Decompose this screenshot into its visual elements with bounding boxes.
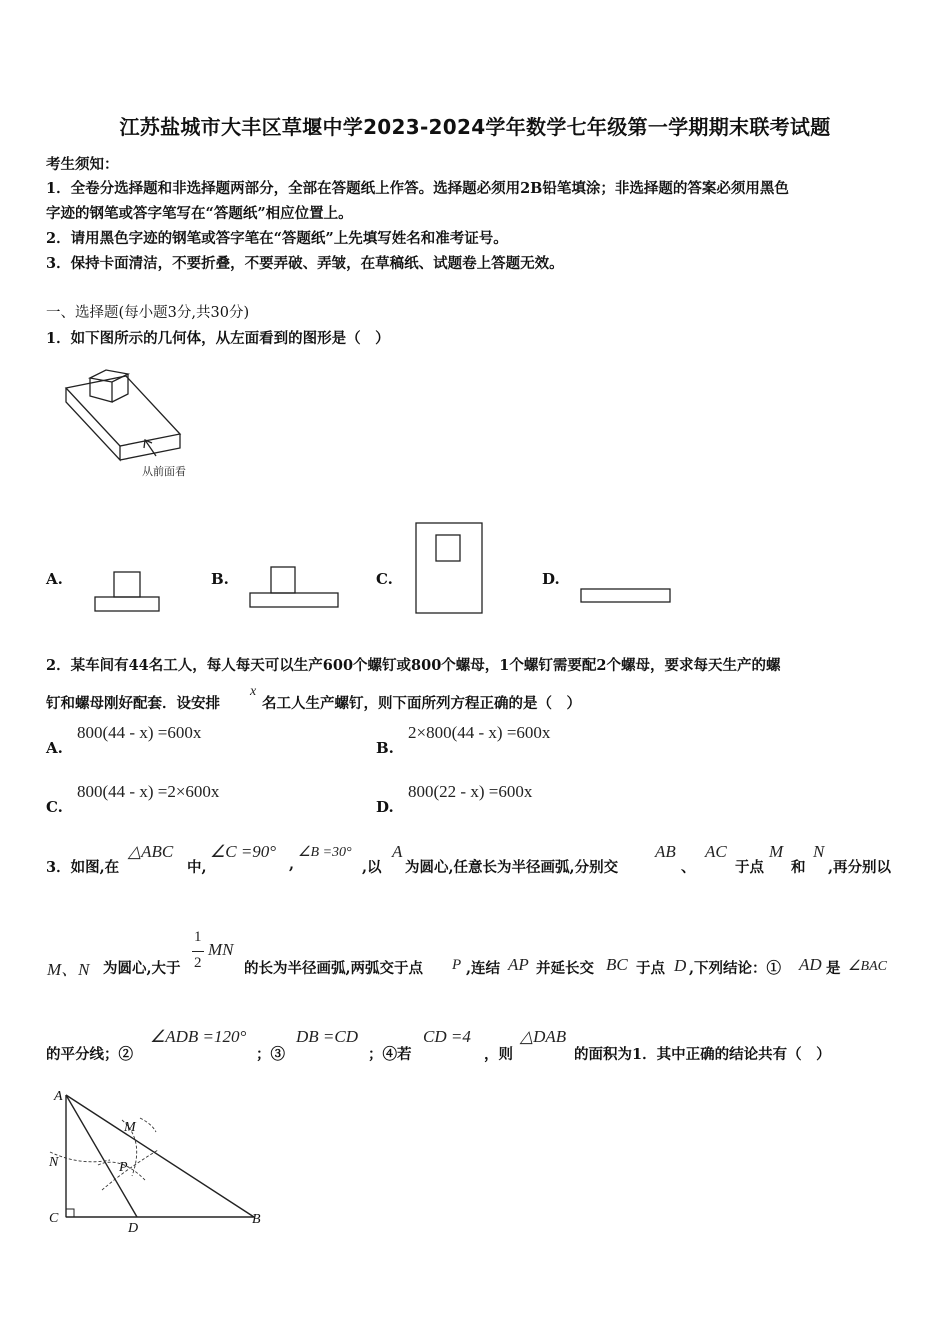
notice-line-3: 3．保持卡面清洁，不要折叠，不要弄破、弄皱，在草稿纸、试题卷上答题无效。	[46, 255, 564, 272]
q3-text-6: ,再分别以	[828, 859, 892, 876]
q3-fig-label-d: D	[128, 1221, 139, 1236]
q3-text-13: 是	[826, 960, 841, 977]
q3-triangle-dab: △DAB	[520, 1027, 567, 1046]
q1-option-c-figure	[412, 520, 486, 616]
notice-line-2: 2．请用黑色字迹的钢笔或答字笔在“答题纸”上先填写姓名和准考证号。	[46, 230, 508, 247]
q3-text-5: 于点	[735, 859, 764, 876]
q3-text-16: ；④若	[368, 1046, 412, 1063]
q3-text-2: 中,	[187, 859, 207, 876]
q3-fig-label-m: M	[124, 1120, 136, 1135]
q3-angle-b: ∠B =30°	[298, 845, 352, 860]
q3-eq-dbcd: DB =CD	[296, 1027, 358, 1046]
q3-triangle-figure	[40, 1080, 280, 1240]
q3-seg-mn: MN	[208, 940, 234, 959]
q3-text-11: 于点	[636, 960, 665, 977]
q3-and: 和	[791, 859, 806, 876]
q3-text-1: 3．如图,在	[46, 859, 120, 876]
q3-text-17: ，则	[484, 1046, 513, 1063]
notice-line-1b: 字迹的钢笔或答字笔写在“答题纸”相应位置上。	[46, 205, 353, 222]
q3-eq-cd4: CD =4	[423, 1027, 471, 1046]
q1-option-d-label: D.	[542, 570, 560, 588]
q2-option-a-label: A.	[46, 739, 63, 757]
q3-text-10: 并延长交	[536, 960, 594, 977]
q3-text-9: ,连结	[466, 960, 501, 977]
q3-point-m: M	[769, 842, 784, 861]
q3-fig-label-p: P	[119, 1160, 128, 1175]
q3-text-8: 的长为半径画弧,两弧交于点	[244, 960, 424, 977]
q3-angle-adb: ∠ADB =120°	[150, 1027, 247, 1046]
q1-fig-label: 从前面看	[142, 466, 186, 478]
q2-option-d-label: D.	[376, 798, 394, 816]
page-title: 江苏盐城市大丰区草堰中学2023-2024学年数学七年级第一学期期末联考试题	[119, 115, 831, 139]
q3-text-7: 为圆心,大于	[103, 960, 181, 977]
section-heading: 一、选择题(每小题3分,共30分)	[46, 305, 250, 321]
q1-option-b-label: B.	[211, 570, 229, 588]
q2-option-b-eq: 2×800(44 - x) =600x	[408, 723, 551, 742]
q2-option-c-eq: 800(44 - x) =2×600x	[77, 782, 220, 801]
q3-text-3: ,以	[362, 859, 382, 876]
q3-point-n: N	[813, 842, 825, 861]
q3-frac-den: 2	[194, 955, 202, 971]
q3-point-a: A	[392, 842, 403, 861]
q1-option-a-figure	[92, 568, 164, 616]
q2-line-2a: 钉和螺母刚好配套．设安排	[46, 695, 220, 712]
notice-heading: 考生须知：	[46, 156, 119, 173]
q2-var-x: x	[250, 684, 257, 699]
q3-triangle-abc: △ABC	[128, 842, 174, 861]
q3-seg-ad: AD	[799, 955, 822, 974]
q3-seg-ap: AP	[508, 955, 529, 974]
q3-text-4: 为圆心,任意长为半径画弧,分别交	[405, 859, 619, 876]
q3-point-d: D	[674, 956, 687, 975]
q2-option-b-label: B.	[376, 739, 394, 757]
q2-line-2b: 名工人生产螺钉，则下面所列方程正确的是（ ）	[262, 695, 581, 712]
q3-text-18: 的面积为1．其中正确的结论共有（ ）	[574, 1046, 831, 1063]
q3-fig-label-b: B	[252, 1212, 261, 1227]
q3-text-14: 的平分线；②	[46, 1046, 133, 1063]
q3-sep: 、	[681, 859, 696, 876]
q2-option-c-label: C.	[46, 798, 63, 816]
notice-line-1a: 1．全卷分选择题和非选择题两部分，全部在答题纸上作答。选择题必须用2B铅笔填涂；非选择题的答案必须用黑色	[46, 180, 789, 197]
q3-text-12: ,下列结论：①	[689, 960, 782, 977]
q3-fig-label-n: N	[49, 1155, 59, 1170]
q3-seg-ac: AC	[705, 842, 727, 861]
q3-seg-bc: BC	[606, 955, 628, 974]
q3-seg-ab: AB	[655, 842, 676, 861]
q3-fig-label-c: C	[49, 1211, 59, 1226]
q3-point-p: P	[452, 957, 462, 973]
q3-fig-label-a: A	[54, 1089, 63, 1104]
q3-frac-bar	[192, 951, 204, 952]
q3-angle-c: ∠C =90°	[210, 842, 277, 861]
q2-option-d-eq: 800(22 - x) =600x	[408, 782, 533, 801]
q1-solid-figure	[56, 362, 196, 482]
q3-frac-num: 1	[194, 929, 202, 945]
q3-angle-bac: ∠BAC	[848, 959, 887, 974]
q1-option-c-label: C.	[376, 570, 393, 588]
q1-option-d-figure	[578, 585, 674, 607]
q2-option-a-eq: 800(44 - x) =600x	[77, 723, 202, 742]
q1-option-a-label: A.	[46, 570, 63, 588]
q3-text-15: ；③	[256, 1046, 285, 1063]
q1-option-b-figure	[247, 564, 343, 610]
q2-line-1: 2．某车间有44名工人，每人每天可以生产600个螺钉或800个螺母，1个螺钉需要配2个螺母，要求每天生产的螺	[46, 657, 781, 674]
q3-points-mn: M、N	[47, 960, 90, 979]
q1-stem: 1．如下图所示的几何体，从左面看到的图形是（ ）	[46, 330, 390, 347]
q3-comma: ,	[289, 856, 295, 873]
